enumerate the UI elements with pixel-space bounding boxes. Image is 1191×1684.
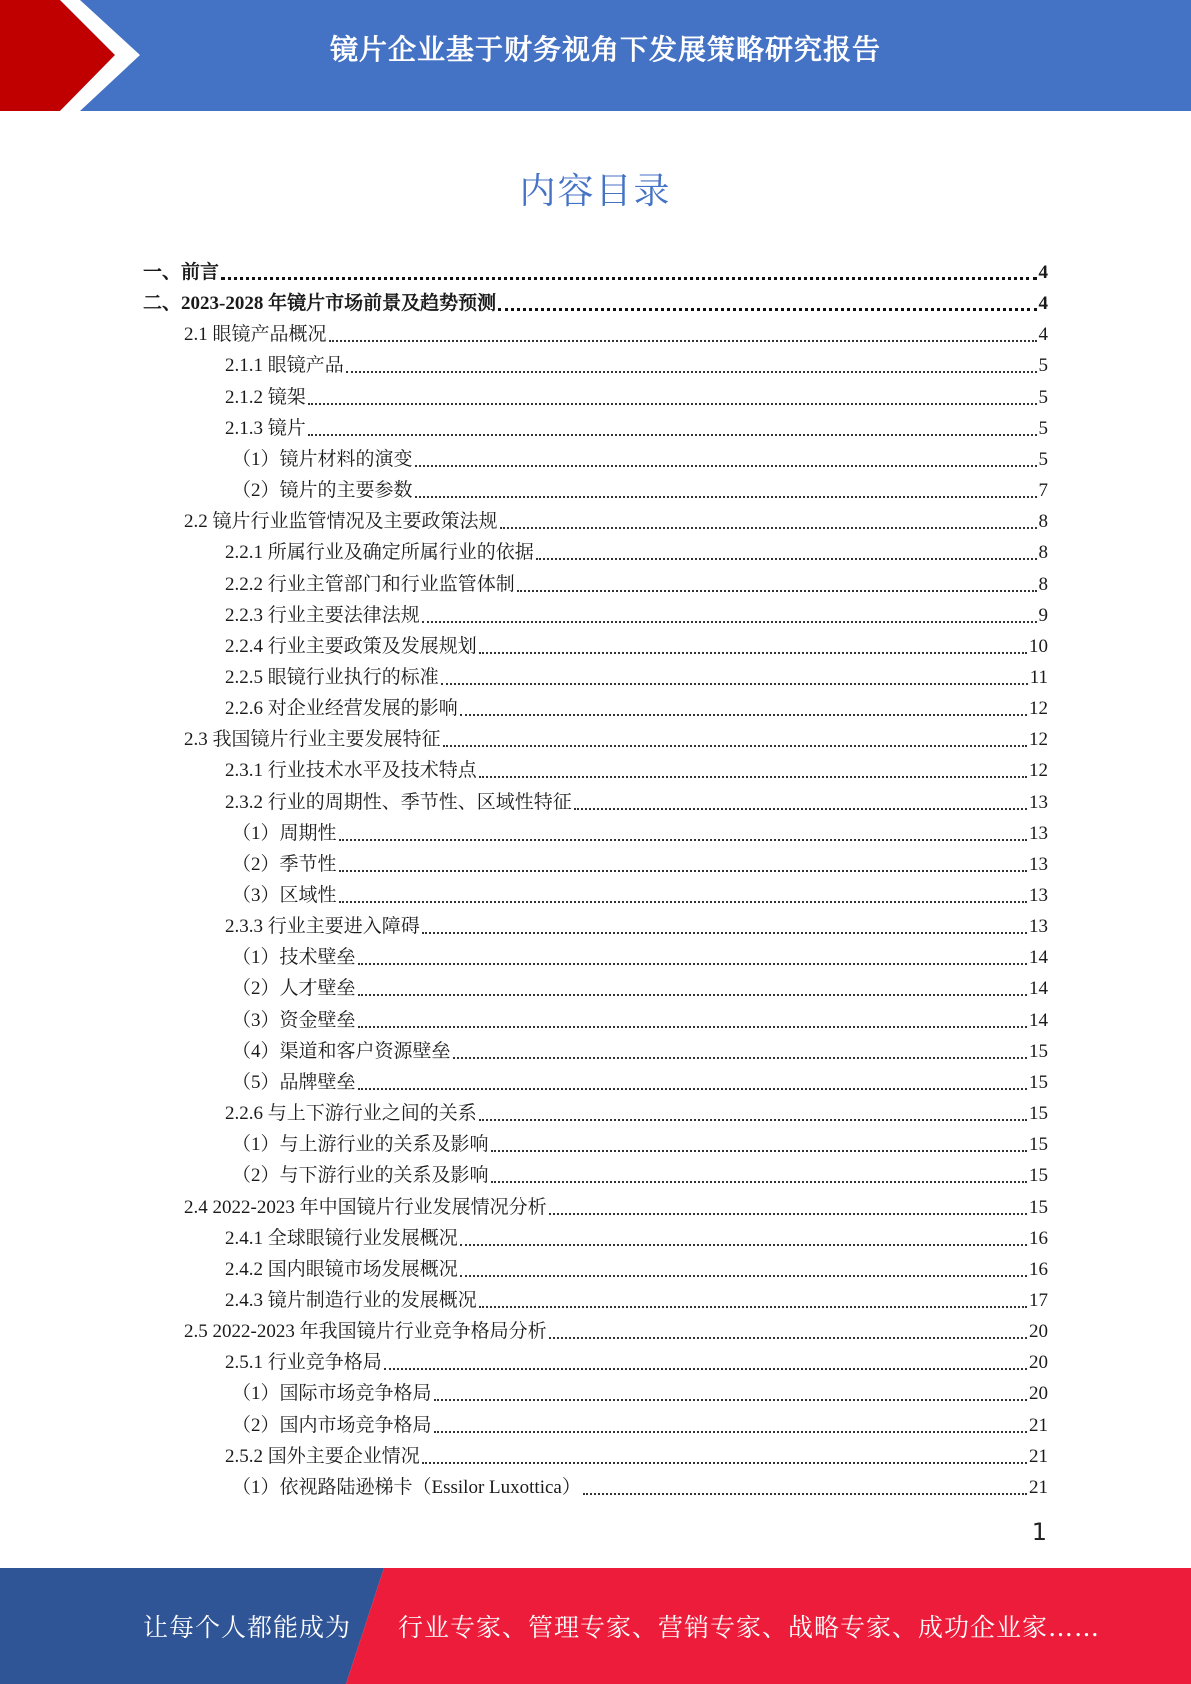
toc-leader-dots bbox=[443, 745, 1027, 747]
toc-leader-dots bbox=[479, 776, 1027, 778]
toc-entry-title: 2.2.6 与上下游行业之间的关系 bbox=[225, 1103, 477, 1125]
toc-entry-title: （3）资金壁垒 bbox=[232, 1009, 356, 1031]
toc-entry-page: 14 bbox=[1029, 947, 1048, 969]
toc-entry-title: 2.1.3 镜片 bbox=[225, 417, 306, 439]
toc-entry-page: 5 bbox=[1038, 355, 1048, 377]
toc-leader-dots bbox=[549, 1337, 1027, 1339]
toc-entry[interactable] bbox=[225, 410, 1048, 441]
toc-leader-dots bbox=[441, 683, 1028, 685]
toc-entry-page: 13 bbox=[1029, 916, 1048, 938]
toc-entry[interactable] bbox=[184, 1189, 1048, 1220]
toc-entry[interactable] bbox=[232, 1064, 1048, 1095]
toc-leader-dots bbox=[422, 1462, 1027, 1464]
toc-leader-dots bbox=[491, 1181, 1027, 1183]
toc-entry[interactable] bbox=[232, 970, 1048, 1001]
toc-entry[interactable] bbox=[184, 1313, 1048, 1344]
toc-leader-dots bbox=[460, 1275, 1027, 1277]
toc-entry-title: （1）国际市场竞争格局 bbox=[232, 1383, 432, 1405]
toc-entry-page: 12 bbox=[1029, 729, 1048, 751]
toc-entry-page: 13 bbox=[1029, 885, 1048, 906]
toc-entry[interactable] bbox=[225, 1095, 1048, 1126]
toc-entry-title: （1）镜片材料的演变 bbox=[232, 448, 413, 470]
toc-entry[interactable] bbox=[225, 752, 1048, 783]
toc-entry-page: 7 bbox=[1038, 480, 1048, 502]
toc-leader-dots bbox=[308, 403, 1037, 405]
toc-entry-title: （2）国内市场竞争格局 bbox=[232, 1414, 432, 1436]
toc-entry-title: 一、前言 bbox=[143, 262, 220, 283]
toc-leader-dots bbox=[434, 1431, 1027, 1433]
toc-entry-page: 13 bbox=[1029, 822, 1048, 844]
toc-entry-title: 2.4.2 国内眼镜市场发展概况 bbox=[225, 1258, 458, 1280]
toc-entry-page: 20 bbox=[1029, 1383, 1048, 1405]
toc-leader-dots bbox=[574, 808, 1027, 810]
toc-entry-title: （2）镜片的主要参数 bbox=[232, 480, 413, 502]
toc-leader-dots bbox=[460, 714, 1027, 716]
footer-slogan-left: 让每个人都能成为 bbox=[143, 1613, 352, 1642]
document-title: 镜片企业基于财务视角下发展策略研究报告 bbox=[329, 33, 881, 66]
toc-entry-page: 20 bbox=[1029, 1321, 1048, 1343]
toc-leader-dots bbox=[358, 1026, 1027, 1028]
toc-entry[interactable] bbox=[184, 721, 1048, 752]
toc-entry-page: 15 bbox=[1029, 1134, 1048, 1156]
toc-entry-page: 8 bbox=[1038, 511, 1048, 533]
toc-entry[interactable] bbox=[225, 566, 1048, 597]
toc-entry[interactable] bbox=[232, 877, 1048, 908]
header-banner bbox=[0, 0, 1191, 111]
toc-entry-page: 11 bbox=[1029, 666, 1048, 688]
toc-leader-dots bbox=[500, 527, 1037, 529]
toc-leader-dots bbox=[517, 590, 1037, 592]
toc-entry[interactable] bbox=[232, 1407, 1048, 1438]
toc-entry-page: 5 bbox=[1038, 448, 1048, 470]
page-number: 1 bbox=[1031, 1518, 1047, 1546]
toc-entry-page: 15 bbox=[1029, 1103, 1048, 1125]
toc-entry-page: 10 bbox=[1029, 635, 1048, 657]
toc-leader-dots bbox=[479, 652, 1027, 654]
toc-entry-page: 21 bbox=[1029, 1414, 1048, 1436]
toc-entry-page: 15 bbox=[1029, 1196, 1048, 1218]
toc-leader-dots bbox=[358, 994, 1027, 996]
toc-entry-title: 2.1.1 眼镜产品 bbox=[225, 355, 344, 377]
toc-entry-title: 2.2.6 对企业经营发展的影响 bbox=[225, 698, 458, 720]
toc-entry[interactable] bbox=[225, 659, 1048, 690]
toc-entry-page: 15 bbox=[1029, 1071, 1048, 1093]
toc-entry-page: 8 bbox=[1038, 573, 1048, 595]
footer-banner bbox=[0, 1568, 1191, 1684]
toc-entry-title: 2.4.1 全球眼镜行业发展概况 bbox=[225, 1227, 458, 1249]
toc-entry-title: 2.3 我国镜片行业主要发展特征 bbox=[184, 729, 441, 751]
toc-entry[interactable] bbox=[232, 1002, 1048, 1033]
toc-leader-dots bbox=[308, 434, 1037, 436]
toc-leader-dots bbox=[549, 1213, 1027, 1215]
toc-entry[interactable] bbox=[232, 441, 1048, 472]
toc-entry[interactable] bbox=[225, 784, 1048, 815]
toc-entry-page: 12 bbox=[1029, 698, 1048, 720]
toc-entry-title: （1）技术壁垒 bbox=[232, 947, 356, 969]
toc-entry-title: （1）周期性 bbox=[232, 822, 337, 844]
toc-entry-title: （2）人才壁垒 bbox=[232, 978, 356, 1000]
toc-leader-dots bbox=[536, 558, 1037, 560]
toc-leader-dots bbox=[358, 1088, 1027, 1090]
toc-entry-title: 2.3.1 行业技术水平及技术特点 bbox=[225, 760, 477, 782]
toc-leader-dots bbox=[422, 621, 1037, 623]
toc-entry-title: 2.4.3 镜片制造行业的发展概况 bbox=[225, 1289, 477, 1311]
toc-entry-title: 2.5.2 国外主要企业情况 bbox=[225, 1445, 420, 1467]
toc-leader-dots bbox=[453, 1057, 1027, 1059]
toc-leader-dots bbox=[221, 277, 1036, 280]
toc-entry-title: 2.3.2 行业的周期性、季节性、区域性特征 bbox=[225, 791, 572, 813]
toc-entry-page: 15 bbox=[1029, 1040, 1048, 1062]
toc-entry-title: 2.1.2 镜架 bbox=[225, 386, 306, 408]
toc-entry[interactable] bbox=[225, 534, 1048, 565]
toc-entry[interactable] bbox=[232, 1157, 1048, 1188]
toc-leader-dots bbox=[358, 963, 1027, 965]
toc-entry-title: （2）与下游行业的关系及影响 bbox=[232, 1165, 489, 1187]
toc-entry-page: 21 bbox=[1029, 1476, 1048, 1498]
toc-entry-page: 13 bbox=[1029, 791, 1048, 813]
toc-entry-title: （4）渠道和客户资源壁垒 bbox=[232, 1040, 451, 1062]
toc-entry[interactable] bbox=[232, 846, 1048, 877]
toc-entry-title: 2.3.3 行业主要进入障碍 bbox=[225, 916, 420, 938]
toc-leader-dots bbox=[434, 1399, 1027, 1401]
toc-entry[interactable] bbox=[225, 690, 1048, 721]
toc-heading: 内容目录 bbox=[519, 171, 672, 212]
toc-leader-dots bbox=[422, 932, 1027, 934]
toc-entry-title: 2.2.1 所属行业及确定所属行业的依据 bbox=[225, 542, 534, 564]
toc-leader-dots bbox=[339, 901, 1027, 903]
toc-entry[interactable] bbox=[184, 316, 1048, 347]
toc-entry-page: 20 bbox=[1029, 1352, 1048, 1374]
toc-entry[interactable] bbox=[232, 939, 1048, 970]
toc-entry[interactable] bbox=[232, 1375, 1048, 1406]
toc-leader-dots bbox=[415, 496, 1037, 498]
toc-entry[interactable] bbox=[232, 1126, 1048, 1157]
toc-entry-page: 16 bbox=[1029, 1258, 1048, 1280]
toc-entry[interactable] bbox=[225, 347, 1048, 378]
toc-entry[interactable] bbox=[225, 1251, 1048, 1282]
toc-entry-title: 2.5.1 行业竞争格局 bbox=[225, 1352, 382, 1374]
toc-entry-page: 16 bbox=[1029, 1227, 1048, 1249]
toc-leader-dots bbox=[491, 1150, 1027, 1152]
toc-leader-dots bbox=[329, 340, 1037, 342]
toc-entry[interactable] bbox=[225, 908, 1048, 939]
toc-entry[interactable] bbox=[225, 1344, 1048, 1375]
toc-entry-page: 12 bbox=[1029, 760, 1048, 782]
toc-leader-dots bbox=[339, 839, 1027, 841]
toc-entry[interactable] bbox=[143, 285, 1048, 316]
toc-entry-page: 14 bbox=[1029, 1009, 1048, 1031]
toc-entry-title: 2.2.3 行业主要法律法规 bbox=[225, 604, 420, 626]
toc-entry-title: 2.4 2022-2023 年中国镜片行业发展情况分析 bbox=[184, 1196, 547, 1218]
toc-entry-title: （5）品牌壁垒 bbox=[232, 1071, 356, 1093]
toc-leader-dots bbox=[583, 1493, 1027, 1495]
toc-entry-page: 9 bbox=[1038, 604, 1048, 626]
toc-leader-dots bbox=[384, 1368, 1027, 1370]
toc-leader-dots bbox=[498, 308, 1036, 311]
toc-entry-title: 2.2.2 行业主管部门和行业监管体制 bbox=[225, 573, 515, 595]
toc-entry-page: 5 bbox=[1038, 386, 1048, 408]
toc-entry-page: 4 bbox=[1038, 293, 1048, 315]
toc-leader-dots bbox=[415, 465, 1037, 467]
toc-entry[interactable] bbox=[184, 503, 1048, 534]
toc-entry-title: （2）季节性 bbox=[232, 853, 337, 875]
toc-entry[interactable] bbox=[225, 379, 1048, 410]
toc-entry[interactable] bbox=[232, 1469, 1048, 1500]
toc-entry-title: 2.5 2022-2023 年我国镜片行业竞争格局分析 bbox=[184, 1321, 547, 1343]
toc-entry-page: 17 bbox=[1029, 1289, 1048, 1311]
footer-slogan-right: 行业专家、管理专家、营销专家、战略专家、成功企业家…… bbox=[398, 1613, 1101, 1642]
toc-entry-title: （1）与上游行业的关系及影响 bbox=[232, 1134, 489, 1156]
toc-leader-dots bbox=[460, 1244, 1027, 1246]
toc-entry-page: 14 bbox=[1029, 978, 1048, 1000]
toc-entry[interactable] bbox=[232, 815, 1048, 846]
toc-entry[interactable] bbox=[232, 472, 1048, 503]
toc-entry-page: 5 bbox=[1038, 417, 1048, 439]
toc-entry[interactable] bbox=[232, 1033, 1048, 1064]
toc-entry[interactable] bbox=[225, 597, 1048, 628]
toc-entry-title: 2.1 眼镜产品概况 bbox=[184, 324, 327, 346]
toc-entry[interactable] bbox=[225, 1220, 1048, 1251]
toc-entry[interactable] bbox=[143, 254, 1048, 285]
toc-leader-dots bbox=[339, 870, 1027, 872]
toc-entry[interactable] bbox=[225, 1282, 1048, 1313]
toc-entry-title: 2.2.4 行业主要政策及发展规划 bbox=[225, 635, 477, 657]
toc-entry[interactable] bbox=[225, 1438, 1048, 1469]
toc-entry-title: （3）区域性 bbox=[232, 885, 337, 906]
toc-leader-dots bbox=[479, 1306, 1027, 1308]
toc-entry-title: 二、2023-2028 年镜片市场前景及趋势预测 bbox=[143, 293, 497, 315]
toc-entry-page: 15 bbox=[1029, 1165, 1048, 1187]
toc-entry-page: 21 bbox=[1029, 1445, 1048, 1467]
toc-entry-page: 13 bbox=[1029, 853, 1048, 875]
toc-entry-title: 2.2.5 眼镜行业执行的标准 bbox=[225, 666, 439, 688]
toc-leader-dots bbox=[346, 371, 1037, 373]
toc-entry-title: 2.2 镜片行业监管情况及主要政策法规 bbox=[184, 511, 498, 533]
toc-entry-page: 4 bbox=[1038, 324, 1048, 346]
toc-entry-title: （1）依视路陆逊梯卡（Essilor Luxottica） bbox=[232, 1476, 581, 1498]
toc-leader-dots bbox=[479, 1119, 1027, 1121]
toc-entry-page: 8 bbox=[1038, 542, 1048, 564]
toc-entry[interactable] bbox=[225, 628, 1048, 659]
toc-entry-page: 4 bbox=[1038, 262, 1048, 283]
